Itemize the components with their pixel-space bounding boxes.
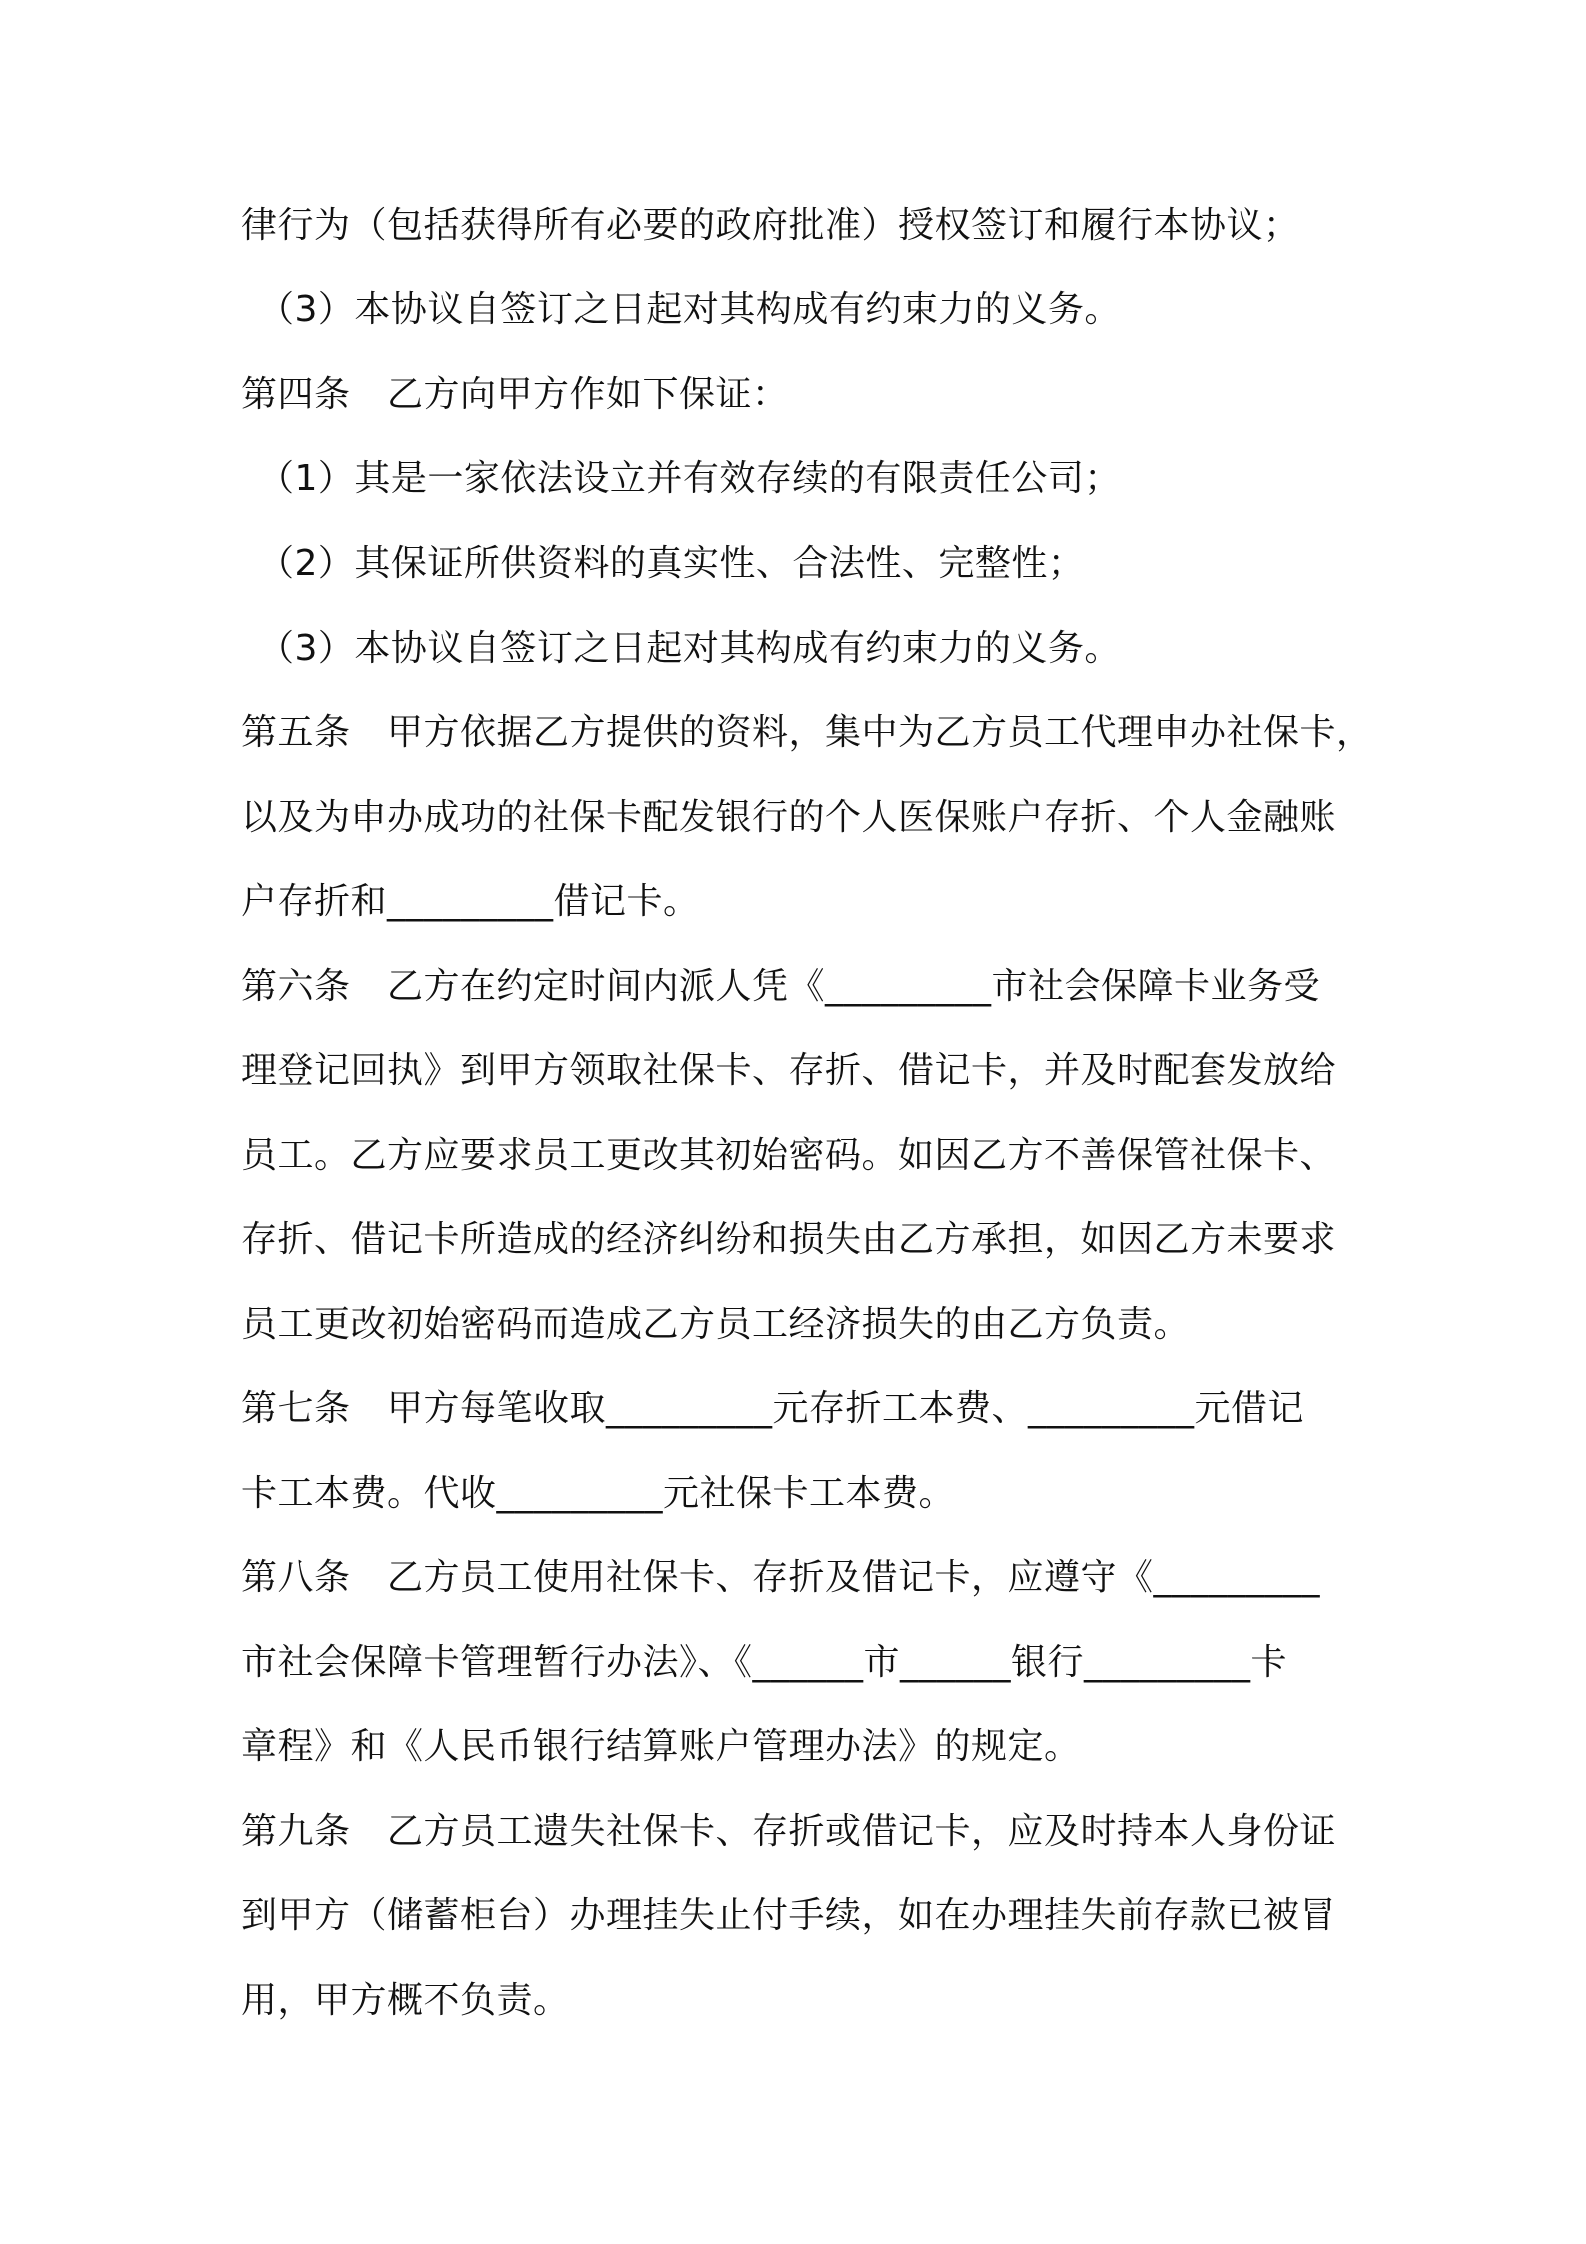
article-heading-line: 第八条 乙方员工使用社保卡、存折及借记卡，应遵守《_________ <box>241 1557 1321 1598</box>
text-line: 律行为（包括获得所有必要的政府批准）授权签订和履行本协议； <box>241 205 1300 246</box>
text-line: 员工更改初始密码而造成乙方员工经济损失的由乙方负责。 <box>241 1304 1191 1345</box>
text-line: 户存折和_________借记卡。 <box>241 881 700 922</box>
article-heading-line: 第五条 甲方依据乙方提供的资料，集中为乙方员工代理申办社保卡， <box>241 712 1373 753</box>
text-line: （1）其是一家依法设立并有效存续的有限责任公司； <box>258 458 1121 499</box>
article-heading-line: 第九条 乙方员工遗失社保卡、存折或借记卡，应及时持本人身份证 <box>241 1811 1337 1852</box>
text-line: 员工。乙方应要求员工更改其初始密码。如因乙方不善保管社保卡、 <box>241 1135 1337 1176</box>
text-line: 理登记回执》到甲方领取社保卡、存折、借记卡，并及时配套发放给 <box>241 1050 1337 1091</box>
article-heading-line: 第七条 甲方每笔收取_________元存折工本费、_________元借记 <box>241 1388 1305 1429</box>
text-line: （2）其保证所供资料的真实性、合法性、完整性； <box>258 543 1085 584</box>
text-line: 以及为申办成功的社保卡配发银行的个人医保账户存折、个人金融账 <box>241 797 1337 838</box>
article-heading-line: 第六条 乙方在约定时间内派人凭《_________市社会保障卡业务受 <box>241 966 1321 1007</box>
text-line: 到甲方（储蓄柜台）办理挂失止付手续，如在办理挂失前存款已被冒 <box>241 1895 1337 1936</box>
text-line: 存折、借记卡所造成的经济纠纷和损失由乙方承担，如因乙方未要求 <box>241 1219 1337 1260</box>
article-heading-line: 第四条 乙方向甲方作如下保证： <box>241 374 789 415</box>
text-line: 卡工本费。代收_________元社保卡工本费。 <box>241 1473 956 1514</box>
text-line: 章程》和《人民币银行结算账户管理办法》的规定。 <box>241 1726 1081 1767</box>
text-line: （3）本协议自签订之日起对其构成有约束力的义务。 <box>258 628 1121 669</box>
text-line: （3）本协议自签订之日起对其构成有约束力的义务。 <box>258 289 1121 330</box>
text-line: 用，甲方概不负责。 <box>241 1980 570 2021</box>
text-line: 市社会保障卡管理暂行办法》、《______市______银行_________卡 <box>241 1642 1288 1683</box>
